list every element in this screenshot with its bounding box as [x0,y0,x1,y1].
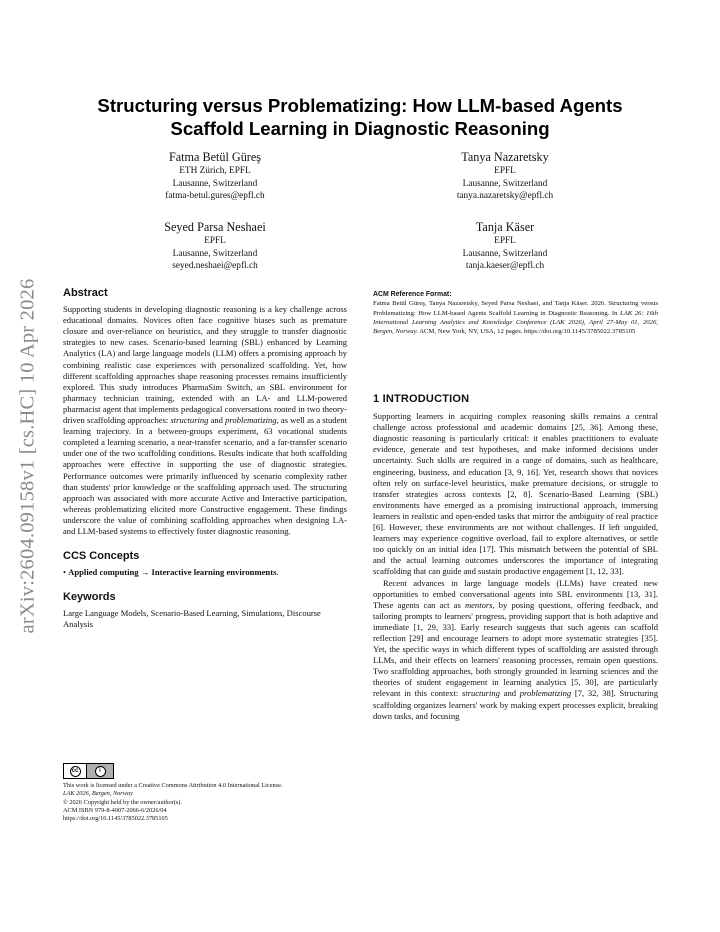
license-isbn: ACM ISBN 979-8-4007-2066-6/2026/04 [63,806,167,814]
abstract-text [63,304,347,537]
intro-text-part: [7, 32, 38]. Structuring scaffolding organizes learners' work by making expert processes explicit, breaking down tasks, and focusing [373,688,658,721]
author-location: Lausanne, Switzerland [172,248,258,259]
arxiv-stamp [8,258,48,654]
keywords-text: Large Language Models, Scenario-Based Learning, Simulations, Discourse Analysis [63,608,321,630]
author-location: Lausanne, Switzerland [462,178,548,189]
author-name: Tanja Käser [475,220,535,234]
ccs-concept: Applied computing → Interactive learning environments [68,567,277,578]
author-block-3 [100,220,330,273]
abstract-emphasis: problematizing [225,415,277,426]
abstract-heading: Abstract [63,287,108,299]
reference-format [373,290,658,336]
license-doi[interactable]: https://doi.org/10.1145/3785022.3785105 [63,815,168,823]
ccs-bullet: • [63,567,67,578]
author-affiliation: ETH Zürich, EPFL [179,166,251,176]
author-name: Fatma Betül Güreş [168,150,262,164]
reference-text-part: ACM, New York, NY, USA, 12 pages. https://doi.org/10.1145/3785022.3785105 [417,328,636,336]
author-block-2 [390,150,620,203]
left-column [63,288,347,631]
ccs-period: . [276,567,279,578]
author-email[interactable]: tanya.nazaretsky@epfl.ch [456,191,554,202]
arxiv-stamp-text: arXiv:2604.09158v1 [cs.HC] 10 Apr 2026 [16,278,39,634]
author-affiliation: EPFL [494,236,516,246]
author-affiliation: EPFL [204,236,226,246]
license-line: This work is licensed under a Creative Commons Attribution 4.0 International License. [63,782,283,789]
reference-text-part: Fatma Betül Güreş, Tanya Nazaretsky, Seyed Parsa Neshaei, and Tanja Käser. 2026. Structuring versus Problematizing: How LLM-based Agents Scaffold Learning in Diagnostic Reasoning. In [373,300,658,317]
paper-title [64,94,656,140]
license-block [63,763,363,823]
ccs-concepts [63,567,347,578]
author-location: Lausanne, Switzerland [172,178,258,189]
intro-emphasis: problematizing [519,688,572,699]
intro-text-part: and [499,688,520,699]
title-line-1: Structuring versus Problematizing: How LLM-based Agents [97,95,623,116]
author-email[interactable]: tanja.kaeser@epfl.ch [465,261,545,272]
intro-text-part: , by posing questions, offering feedback, and tailoring prompts to learners' progress, providing support that is both adaptive and immediate [1, 29, 33]. Early research suggests that such agents can scaffold reflection [29] and encourage learners to adopt more systematic strategies [35]. Yet, the specific ways in which different types of scaffolding are assisted through LLMs, and their effects on learners' reasoning processes, remain open questions. Two scaffolding approaches, both strongly grounded in learning sciences and the theories of student engagement in learning analytics [5, 30], are particularly relevant in this context: [373,599,658,699]
intro-paragraph-2 [373,578,658,722]
ccs-heading: CCS Concepts [63,550,140,563]
author-name: Seyed Parsa Neshaei [164,220,266,234]
cc-logo-icon [64,764,86,778]
intro-text-part: Recent advances in large language models (LLMs) have created new opportunities to embed conversational agents into SBL environments [13, 31]. These agents can act as [373,577,658,610]
cc-symbol: cc [70,766,81,777]
author-block-4 [390,220,620,273]
intro-emphasis: structuring [461,688,500,699]
by-symbol: i [95,766,106,777]
author-affiliation: EPFL [494,166,516,176]
reference-venue: LAK 26: 16th International Learning Analytics and Knowledge Conference (LAK 2026), April 27-May 01, 2026, Bergen, Norway. [373,309,658,336]
title-line-2: Scaffold Learning in Diagnostic Reasoning [170,118,550,139]
author-email[interactable]: fatma-betul.gures@epfl.ch [165,191,265,202]
cc-by-badge[interactable] [63,763,114,779]
introduction-heading: 1 INTRODUCTION [373,393,470,405]
author-location: Lausanne, Switzerland [462,248,548,259]
abstract-text-part: and [208,415,226,426]
abstract-text-part: Supporting students in developing diagnostic reasoning is a key challenge across educational domains. Novices often face cognitive biases such as premature closure and over-reliance on heuristics, and they struggle to transfer diagnostic strategies to new cases. Scenario-based learning (SBL) enhanced by Learning Analytics (LA) and large language models (LLM) offers a promising approach by combining realistic case experiences with personalized scaffolding. Yet, how different scaffolding approaches shape reasoning processes remains insufficiently explored. This study introduces PharmaSim Switch, an SBL environment for pharmacy technician training, extended with an LA- and LLM-powered pharmacist agent that implements pedagogical conversations rooted in two theory-driven scaffolding approaches: [63,304,347,426]
intro-paragraph-1: Supporting learners in acquiring complex reasoning skills remains a central challenge across professional and academic domains [25, 36]. Among these, diagnostic reasoning is particularly critical: it enables practitioners to evaluate evidence, generate and test hypotheses, and make informed decisions under uncertainty. Such skills are required in a range of domains, such as healthcare, engineering, business, and education [3, 9, 16]. Yet, research shows that novices often rely on surface-level heuristics, make premature decisions, or struggle to transfer strategies across contexts [2, 8]. Scenario-Based Learning (SBL) environments have emerged as a promising instructional approach, immersing learners in realistic and open-ended tasks that mirror the ambiguity of real practice [6]. However, these environments are not without challenges. If left unguided, learners may experience cognitive overload, fail to explore alternatives, or settle too quickly on an initial idea [17]. This mismatch between the potential of SBL and the actual learning outcomes underscores the importance of integrating scaffolding that can guide and sustain productive engagement [1, 12, 33]. [373,411,658,577]
license-venue: LAK 2026, Bergen, Norway [63,790,133,798]
intro-emphasis: mentors [464,599,493,610]
license-copyright: © 2026 Copyright held by the owner/author(s). [63,798,182,806]
abstract-emphasis: structuring [170,415,209,426]
author-email[interactable]: seyed.neshaei@epfl.ch [172,261,258,272]
author-block-1 [100,150,330,203]
by-attribution-icon [86,764,113,778]
abstract-text-part: , as well as a student learning trajectory. In a between-groups experiment, 63 vocational students completed a learning scenario, a near-transfer scenario, and a far-transfer scenario under one of the two scaffolding conditions. Results indicate that both scaffolding approaches were effective in supporting the use of diagnostic strategies. Performance outcomes were primarily influenced by scenario complexity rather than students' prior knowledge or the scaffolding approach used. The structuring approach was associated with more accurate Active and Interactive participation, whereas problematizing elicited more Constructive engagement. These findings underscore the value of combining scaffolding approaches when designing LA- and LLM-based systems to effectively foster diagnostic reasoning. [63,415,347,536]
keywords-heading: Keywords [63,591,116,604]
introduction-section [373,394,658,722]
author-name: Tanya Nazaretsky [461,150,549,164]
reference-format-heading: ACM Reference Format: [373,291,452,298]
reference-format-text [373,299,658,336]
